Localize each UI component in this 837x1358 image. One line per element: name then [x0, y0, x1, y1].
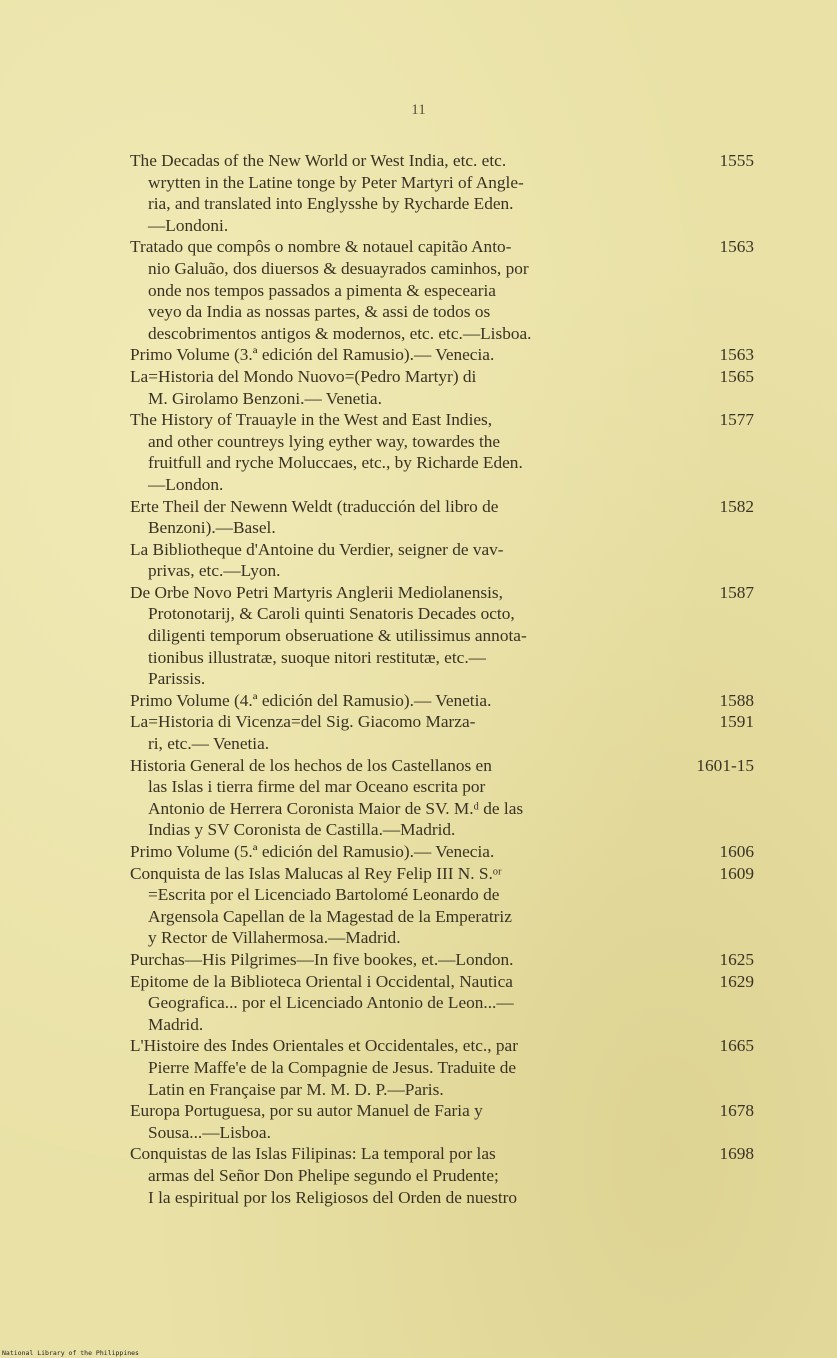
- entry-year: 1698: [719, 1144, 754, 1164]
- entry-line: Epitome de la Biblioteca Oriental i Occidental, Nautica 1629: [130, 971, 754, 991]
- entry-year: 1565: [719, 366, 754, 386]
- bibliography-entry: [130, 344, 756, 366]
- entry-line: las Islas i tierra firme del mar Oceano escrita por: [148, 777, 486, 797]
- bibliography-entry: [130, 582, 756, 690]
- entry-line: descobrimentos antigos & modernos, etc. etc.—Lisboa.: [148, 323, 532, 343]
- entry-line: privas, etc.—Lyon.: [148, 561, 281, 581]
- entry-line: Erte Theil der Newenn Weldt (traducción del libro de 1582: [130, 496, 754, 516]
- entry-line: Sousa...—Lisboa.: [148, 1122, 271, 1142]
- entry-year: 1601-15: [696, 755, 754, 775]
- entry-year: 1609: [719, 863, 754, 883]
- entry-line: Indias y SV Coronista de Castilla.—Madrid.: [148, 820, 456, 840]
- bibliography-list: [130, 150, 756, 1208]
- entry-line: Protonotarij, & Caroli quinti Senatoris Decades octo,: [148, 604, 515, 624]
- entry-line: The History of Trauayle in the West and East Indies, 1577: [130, 410, 754, 430]
- entry-year: 1665: [719, 1036, 754, 1056]
- bibliography-entry: [130, 755, 756, 841]
- entry-year: 1577: [719, 410, 754, 430]
- entry-year: 1588: [719, 690, 754, 710]
- entry-line: —London.: [148, 474, 224, 494]
- entry-line: Parissis.: [148, 669, 206, 689]
- entry-line: Primo Volume (4.ª edición del Ramusio).— Venetia. 1588: [130, 690, 754, 710]
- entry-line: and other countreys lying eyther way, towardes the: [148, 431, 501, 451]
- entry-year: 1582: [719, 496, 754, 516]
- entry-line: fruitfull and ryche Moluccaes, etc., by Richarde Eden.: [148, 453, 523, 473]
- bibliography-entry: [130, 971, 756, 1036]
- bibliography-entry: [130, 863, 756, 949]
- entry-line: Geografica... por el Licenciado Antonio de Leon...—: [148, 993, 514, 1013]
- entry-line: L'Histoire des Indes Orientales et Occidentales, etc., par 1665: [130, 1036, 754, 1056]
- entry-line: Tratado que compôs o nombre & notauel capitão Anto- 1563: [130, 237, 754, 257]
- page-number: 11: [411, 102, 426, 118]
- entry-line: Latin en Française par M. M. D. P.—Paris.: [148, 1079, 444, 1099]
- entry-line: La=Historia del Mondo Nuovo=(Pedro Martyr) di 1565: [130, 366, 754, 386]
- entry-line: La Bibliotheque d'Antoine du Verdier, seigner de vav-: [130, 539, 504, 559]
- bibliography-entry: [130, 690, 756, 712]
- bibliography-entry: [130, 1143, 756, 1208]
- entry-year: 1563: [719, 237, 754, 257]
- entry-line: —Londoni.: [148, 215, 229, 235]
- entry-line: Conquistas de las Islas Filipinas: La temporal por las 1698: [130, 1144, 754, 1164]
- bibliography-entry: [130, 150, 756, 236]
- bibliography-entry: [130, 1035, 756, 1100]
- entry-line: Madrid.: [148, 1014, 204, 1034]
- bibliography-entry: [130, 539, 756, 582]
- entry-line: Primo Volume (3.ª edición del Ramusio).— Venecia. 1563: [130, 345, 754, 365]
- entry-line: Benzoni).—Basel.: [148, 518, 276, 538]
- entry-year: 1563: [719, 345, 754, 365]
- entry-line: Argensola Capellan de la Magestad de la Emperatriz: [148, 906, 512, 926]
- entry-line: onde nos tempos passados a pimenta & especearia: [148, 280, 496, 300]
- entry-year: 1625: [719, 949, 754, 969]
- entry-line: Pierre Maffe'e de la Compagnie de Jesus. Traduite de: [148, 1057, 517, 1077]
- entry-line: =Escrita por el Licenciado Bartolomé Leonardo de: [148, 885, 500, 905]
- entry-line: nio Galuão, dos diuersos & desuayrados caminhos, por: [148, 258, 529, 278]
- bibliography-entry: [130, 841, 756, 863]
- bibliography-entry: [130, 366, 756, 409]
- entry-line: Conquista de las Islas Malucas al Rey Felip III N. S.ᵒʳ 1609: [130, 863, 754, 883]
- entry-line: La=Historia di Vicenza=del Sig. Giacomo Marza- 1591: [130, 712, 754, 732]
- entry-line: ria, and translated into Englysshe by Rycharde Eden.: [148, 194, 514, 214]
- entry-line: M. Girolamo Benzoni.— Venetia.: [148, 388, 382, 408]
- entry-line: ri, etc.— Venetia.: [148, 734, 270, 754]
- entry-line: Purchas—His Pilgrimes—In five bookes, et.—London. 1625: [130, 949, 754, 969]
- bibliography-entry: [130, 409, 756, 495]
- entry-line: veyo da India as nossas partes, & assi de todos os: [148, 302, 491, 322]
- footer-watermark: National Library of the Philippines: [2, 1349, 139, 1357]
- bibliography-entry: [130, 949, 756, 971]
- entry-line: I la espiritual por los Religiosos del Orden de nuestro: [148, 1187, 518, 1207]
- entry-line: Primo Volume (5.ª edición del Ramusio).— Venecia. 1606: [130, 842, 754, 861]
- entry-line: armas del Señor Don Phelipe segundo el Prudente;: [148, 1165, 499, 1185]
- entry-year: 1555: [719, 151, 754, 170]
- bibliography-entry: [130, 496, 756, 539]
- bibliography-entry: [130, 236, 756, 344]
- entry-line: tionibus illustratæ, suoque nitori restitutæ, etc.—: [148, 647, 486, 667]
- entry-year: 1591: [719, 712, 754, 732]
- entry-line: De Orbe Novo Petri Martyris Anglerii Mediolanensis, 1587: [130, 582, 754, 602]
- entry-year: 1678: [719, 1101, 754, 1121]
- bibliography-entry: [130, 711, 756, 754]
- entry-line: Europa Portuguesa, por su autor Manuel de Faria y 1678: [130, 1101, 754, 1121]
- entry-year: 1629: [719, 971, 754, 991]
- entry-line: wrytten in the Latine tonge by Peter Martyri of Angle-: [148, 172, 524, 192]
- entry-line: y Rector de Villahermosa.—Madrid.: [148, 928, 401, 948]
- bibliography-entry: [130, 1100, 756, 1143]
- entry-year: 1606: [719, 842, 754, 861]
- entry-line: Antonio de Herrera Coronista Maior de SV. M.ᵈ de las: [148, 798, 524, 818]
- entry-line: The Decadas of the New World or West India, etc. etc. 1555: [130, 151, 754, 170]
- entry-line: Historia General de los hechos de los Castellanos en 1601-15: [130, 755, 754, 775]
- entry-line: diligenti temporum obseruatione & utilissimus annota-: [148, 626, 527, 646]
- entry-year: 1587: [719, 582, 754, 602]
